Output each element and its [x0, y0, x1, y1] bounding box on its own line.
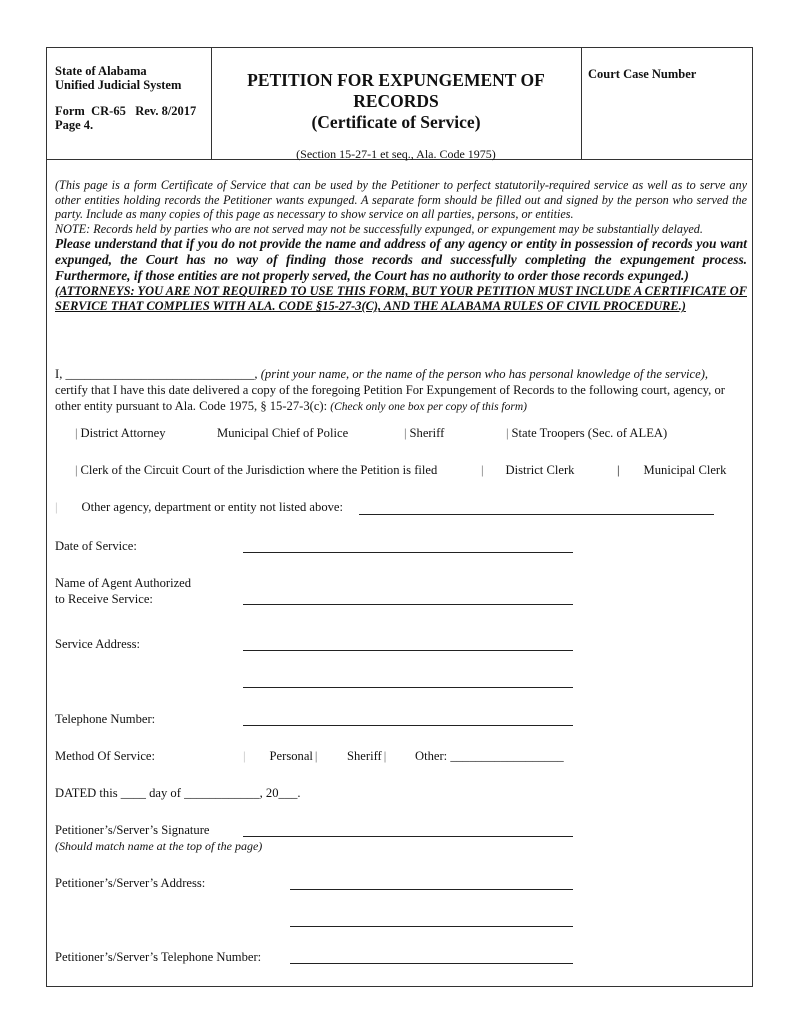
name-blank[interactable]: I, ______________________________: [55, 367, 255, 381]
option-municipal-chief[interactable]: Municipal Chief of Police: [217, 426, 349, 440]
instructions-paragraph: (This page is a form Certificate of Service that can be used by the Petitioner to perfect statutorily-required service as well as to serve any other entities holding records the Petitioner wants expunged. A separate form should be filled out and signed by the person who served the party. Include as many copies of this page as necessary to show service on all parties, persons, or entities.: [55, 178, 747, 222]
form-title: [212, 70, 580, 133]
telephone-line[interactable]: [243, 725, 573, 726]
state-label: State of Alabama: [55, 64, 147, 78]
checkbox-icon[interactable]: |: [506, 426, 509, 440]
method-sheriff-option[interactable]: Sheriff |: [347, 749, 387, 763]
court-case-number-label: Court Case Number: [588, 67, 697, 81]
server-address-line-1[interactable]: [290, 889, 573, 890]
method-personal-option[interactable]: | Personal |: [243, 749, 318, 763]
date-of-service-label: Date of Service:: [55, 539, 137, 553]
method-other-option[interactable]: Other: __________________: [415, 749, 564, 763]
instructions: [55, 178, 747, 314]
server-phone-line[interactable]: [290, 963, 573, 964]
header-divider-right: [581, 48, 582, 159]
checkbox-icon[interactable]: |: [481, 463, 484, 477]
server-address-label: Petitioner’s/Server’s Address:: [55, 876, 206, 890]
option-other-agency[interactable]: | Other agency, department or entity not listed above:: [55, 500, 343, 514]
server-address-line-2[interactable]: [290, 926, 573, 927]
form-frame: [46, 47, 753, 987]
service-address-label: Service Address:: [55, 637, 140, 651]
date-of-service-line[interactable]: [243, 552, 573, 553]
form-id: Form CR-65 Rev. 8/2017: [55, 104, 197, 118]
option-circuit-clerk[interactable]: | Clerk of the Circuit Court of the Jurisdiction where the Petition is filed: [75, 463, 438, 477]
checkbox-icon[interactable]: |: [617, 463, 620, 477]
signature-line[interactable]: [243, 836, 573, 837]
option-district-attorney[interactable]: | District Attorney: [75, 426, 166, 440]
server-phone-label: Petitioner’s/Server’s Telephone Number:: [55, 950, 262, 964]
agent-label: Name of Agent Authorized to Receive Service:: [55, 576, 192, 606]
checkbox-icon[interactable]: |: [75, 463, 78, 477]
option-sheriff[interactable]: | Sheriff: [404, 426, 445, 440]
signature-label: Petitioner’s/Server’s Signature (Should match name at the top of the page): [55, 823, 263, 853]
dated-line[interactable]: DATED this ____ day of ____________, 20___.: [55, 786, 301, 800]
checkbox-icon[interactable]: |: [55, 500, 58, 514]
signature-note: (Should match name at the top of the page): [55, 839, 263, 853]
page-number: Page 4.: [55, 118, 94, 132]
title-line-2: RECORDS: [353, 91, 439, 111]
title-line-1: PETITION FOR EXPUNGEMENT OF: [247, 70, 545, 90]
service-address-line-2[interactable]: [243, 687, 573, 688]
attorneys-notice: (ATTORNEYS: YOU ARE NOT REQUIRED TO USE THIS FORM, BUT YOUR PETITION MUST INCLUDE A CERTIFICATE OF SERVICE THAT COMPLIES WITH ALA. CODE §15-27-3(C), AND THE ALABAMA RULES OF CIVIL PROCEDURE.): [55, 284, 747, 314]
method-label: Method Of Service:: [55, 749, 156, 763]
print-name-note: , (print your name, or the name of the person who has personal knowledge of the service),: [254, 367, 709, 381]
agent-line[interactable]: [243, 604, 573, 605]
telephone-label: Telephone Number:: [55, 712, 156, 726]
checkbox-icon[interactable]: |: [404, 426, 407, 440]
option-district-clerk[interactable]: | District Clerk: [481, 463, 575, 477]
check-one-note: (Check only one box per copy of this form): [330, 401, 527, 413]
system-label: Unified Judicial System: [55, 78, 182, 92]
other-agency-line[interactable]: [359, 514, 714, 515]
certification-body: certify that I have this date delivered a copy of the foregoing Petition For Expungement of Records to the following court, agency, or other entity pursuant to Ala. Code 1975, § 15-27-3(c):: [55, 383, 725, 413]
section-reference: (Section 15-27-1 et seq., Ala. Code 1975): [296, 147, 496, 161]
option-municipal-clerk[interactable]: | Municipal Clerk: [617, 463, 727, 477]
court-case-number-field[interactable]: [583, 88, 751, 156]
instructions-warning: Please understand that if you do not provide the name and address of any agency or entity in possession of records you want expunged, the Court has no way of finding those records and successfully completing the expungement process. Furthermore, if those entities are not properly served, the Court has no authority to order those records expunged.): [55, 236, 747, 284]
title-line-3: (Certificate of Service): [311, 112, 481, 132]
certification-statement: [55, 366, 747, 415]
instructions-note: NOTE: Records held by parties who are not served may not be successfully expunged, or expungement may be substantially delayed.: [55, 221, 703, 236]
checkbox-icon[interactable]: |: [75, 426, 78, 440]
service-address-line-1[interactable]: [243, 650, 573, 651]
court-info: [55, 64, 196, 132]
option-state-troopers[interactable]: | State Troopers (Sec. of ALEA): [506, 426, 668, 440]
